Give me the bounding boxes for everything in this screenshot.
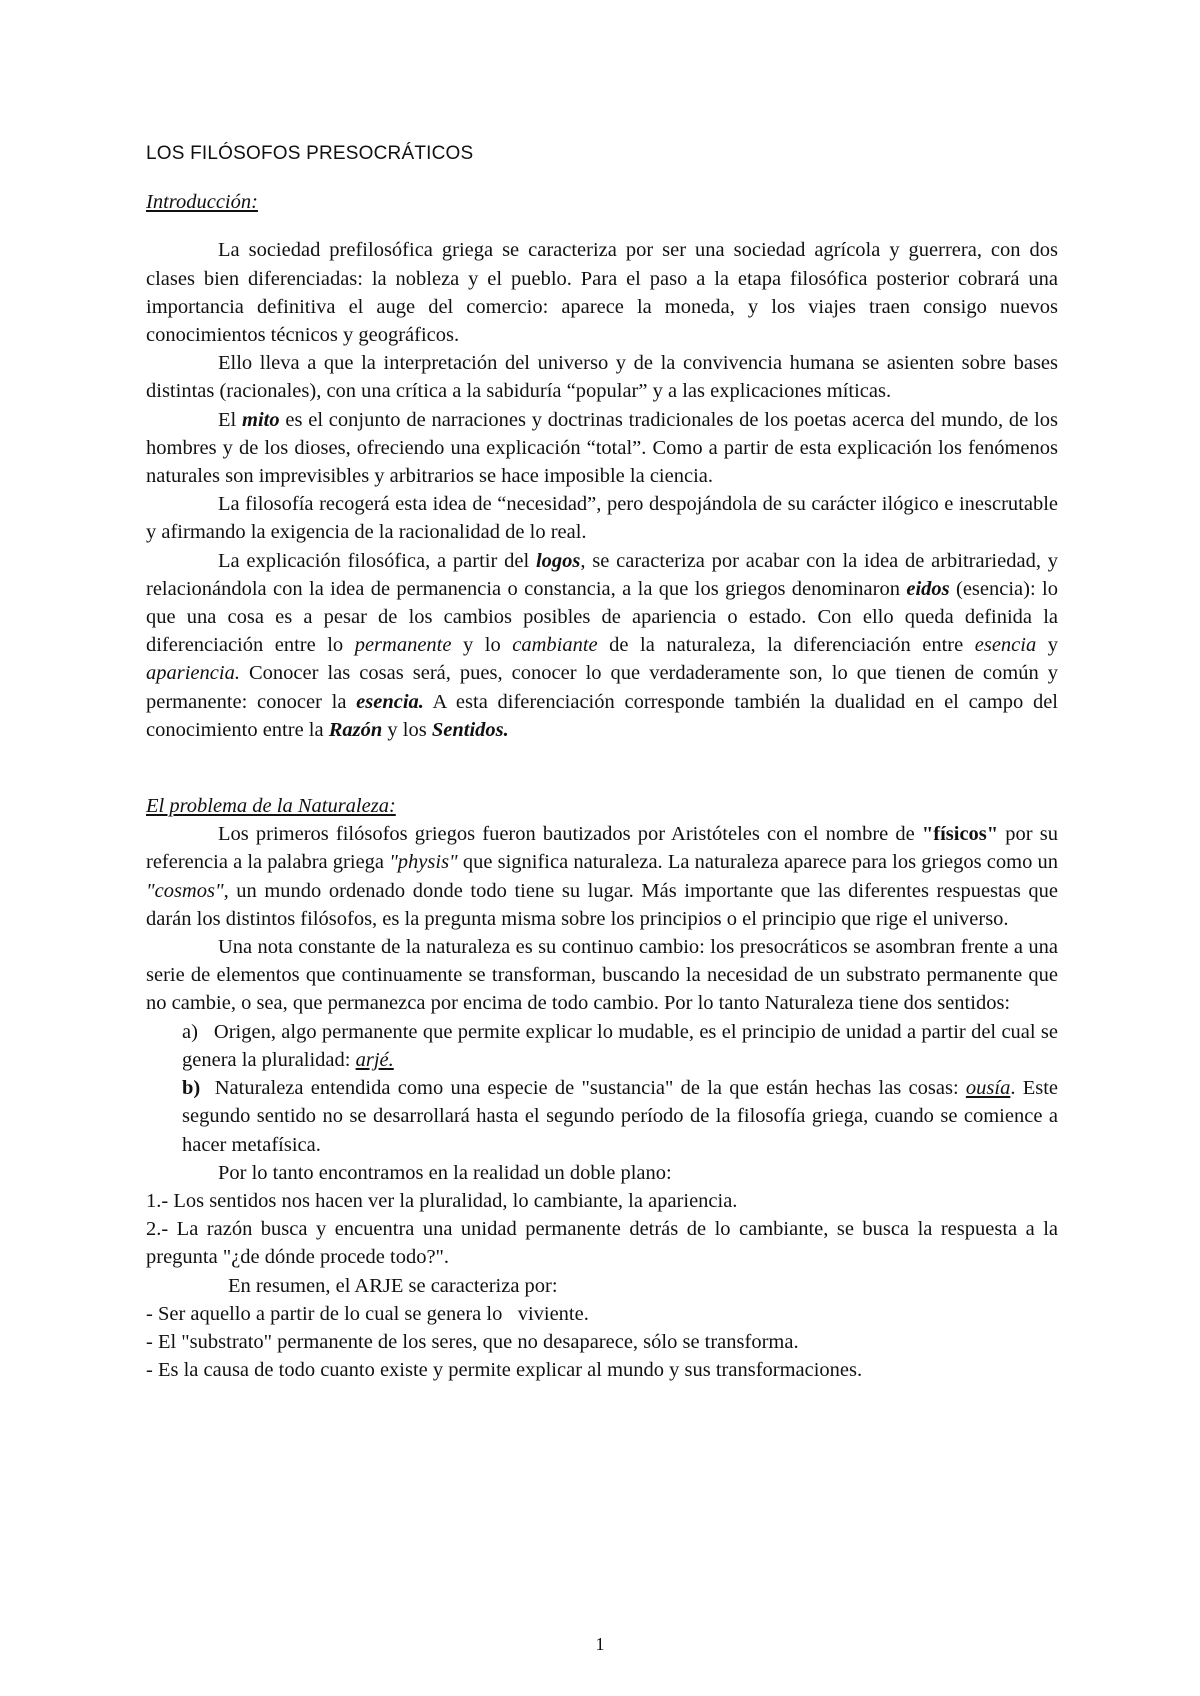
term-sentidos: Sentidos.	[431, 718, 509, 741]
term-ousia: ousía	[965, 1077, 1011, 1100]
paragraph: La filosofía recogerá esta idea de “necesidad”, pero despojándola de su carácter ilógico e inescrutable y afirmando la exigencia de la racionalidad de lo real.	[146, 493, 1058, 544]
term-cambiante: cambiante	[512, 634, 598, 657]
text-run: por su referencia a la palabra griega	[146, 823, 1058, 874]
term-physis: "physis"	[389, 851, 458, 874]
text-run: que significa naturaleza. La naturaleza aparece para los griegos como un	[457, 851, 1058, 874]
paragraph: Por lo tanto encontramos en la realidad un doble plano:	[218, 1161, 672, 1184]
dash-item: - Es la causa de todo cuanto existe y permite explicar al mundo y sus transformaciones.	[146, 1359, 863, 1382]
paragraph: La sociedad prefilosófica griega se caracteriza por ser una sociedad agrícola y guerrera, con dos clases bien diferenciadas: la nobleza y el pueblo. Para el paso a la etapa filosófica posterior cobrará una importancia definitiva el auge del comercio: aparece la moneda, y los viajes traen consigo nuevos conocimientos técnicos y geográficos.	[146, 239, 1058, 347]
list-marker: b)	[182, 1077, 201, 1100]
page-number: 1	[595, 1634, 605, 1654]
term-mito: mito	[242, 408, 280, 431]
text-run: Los primeros filósofos griegos fueron bautizados por Aristóteles con el nombre de	[218, 823, 922, 846]
summary-line: En resumen, el ARJE se caracteriza por:	[228, 1274, 558, 1297]
paragraph: Una nota constante de la naturaleza es su continuo cambio: los presocráticos se asombran frente a una serie de elementos que continuamente se transforman, buscando la necesidad de un substrato permanente que no cambie, o sea, que permanezca por encima de todo cambio. Por lo tanto Naturaleza tiene dos sentidos:	[146, 936, 1058, 1015]
text-run: y los	[382, 718, 432, 741]
term-apariencia: apariencia.	[146, 662, 240, 685]
text-run: El	[218, 408, 242, 431]
term-permanente: permanente	[354, 634, 452, 657]
numbered-item-2: 2.- La razón busca y encuentra una unidad permanente detrás de lo cambiante, se busca la respuesta a la pregunta "¿de dónde procede todo?".	[146, 1218, 1058, 1269]
text-run: es el conjunto de narraciones y doctrinas tradicionales de los poetas acerca del mundo, de los hombres y de los dioses, ofreciendo una explicación “total”. Como a partir de esta explicación los fenómenos naturales son imprevisibles y arbitrarios se hace imposible la ciencia.	[146, 408, 1058, 488]
term-arje: arjé.	[355, 1048, 394, 1071]
numbered-item-1: 1.- Los sentidos nos hacen ver la pluralidad, lo cambiante, la apariencia.	[146, 1189, 738, 1212]
text-run: de la naturaleza, la diferenciación entre	[597, 634, 975, 657]
term-razon: Razón	[328, 718, 383, 741]
term-fisicos: "físicos"	[921, 823, 999, 846]
document-page	[146, 140, 1058, 1384]
text-run: . Este segundo sentido no se desarrollará hasta el segundo período de la filosofía griega, cuando se comience a hacer metafísica.	[182, 1077, 1058, 1156]
section-heading-naturaleza: El problema de la Naturaleza:	[146, 795, 396, 818]
text-run: Conocer las cosas será, pues, conocer lo que verdaderamente son, lo que tienen de común y permanente: conocer la	[146, 662, 1058, 713]
text-run: y	[1036, 634, 1059, 657]
paragraph-logos	[146, 547, 1058, 744]
list-item-b	[146, 1074, 1058, 1159]
term-esencia: esencia	[974, 634, 1037, 657]
text-run: , se caracteriza por acabar con la idea de arbitrariedad, y relacionándola con la idea de permanencia o constancia, a la que los griegos denominaron	[146, 549, 1058, 600]
term-esencia-bold: esencia.	[356, 690, 424, 713]
dash-item: - El "substrato" permanente de los seres, que no desaparece, sólo se transforma.	[146, 1330, 799, 1353]
document-title: LOS FILÓSOFOS PRESOCRÁTICOS	[146, 143, 474, 164]
text-run: La explicación filosófica, a partir del	[218, 549, 536, 572]
text-run: Origen, algo permanente que permite explicar lo mudable, es el principio de unidad a partir del cual se genera la pluralidad:	[182, 1020, 1058, 1071]
paragraph-fisicos	[146, 820, 1058, 933]
paragraph: Ello lleva a que la interpretación del universo y de la convivencia humana se asienten sobre bases distintas (racionales), con una crítica a la sabiduría “popular” y a las explicaciones míticas.	[146, 352, 1058, 403]
text-run: , un mundo ordenado donde todo tiene su lugar. Más importante que las diferentes respuestas que darán los distintos filósofos, es la pregunta misma sobre los principios o el principio que rige el universo.	[146, 879, 1058, 930]
list-marker: a)	[182, 1020, 198, 1043]
term-logos: logos	[535, 549, 581, 572]
text-run: (esencia): lo que una cosa es a pesar de los cambios posibles de apariencia o estado. Con ello queda definida la diferenciación entre lo	[146, 577, 1058, 657]
term-cosmos: "cosmos"	[146, 879, 224, 902]
text-run: Naturaleza entendida como una especie de "sustancia" de la que están hechas las cosas:	[214, 1077, 966, 1100]
dash-item: - Ser aquello a partir de lo cual se genera lo viviente.	[146, 1302, 589, 1325]
term-eidos: eidos	[906, 577, 950, 600]
list-item-a	[146, 1018, 1058, 1074]
paragraph-mito	[146, 406, 1058, 491]
text-run: y lo	[451, 634, 513, 657]
text-run: A esta diferenciación corresponde también la dualidad en el campo del conocimiento entre la	[146, 690, 1059, 741]
section-heading-introduccion: Introducción:	[146, 191, 258, 214]
